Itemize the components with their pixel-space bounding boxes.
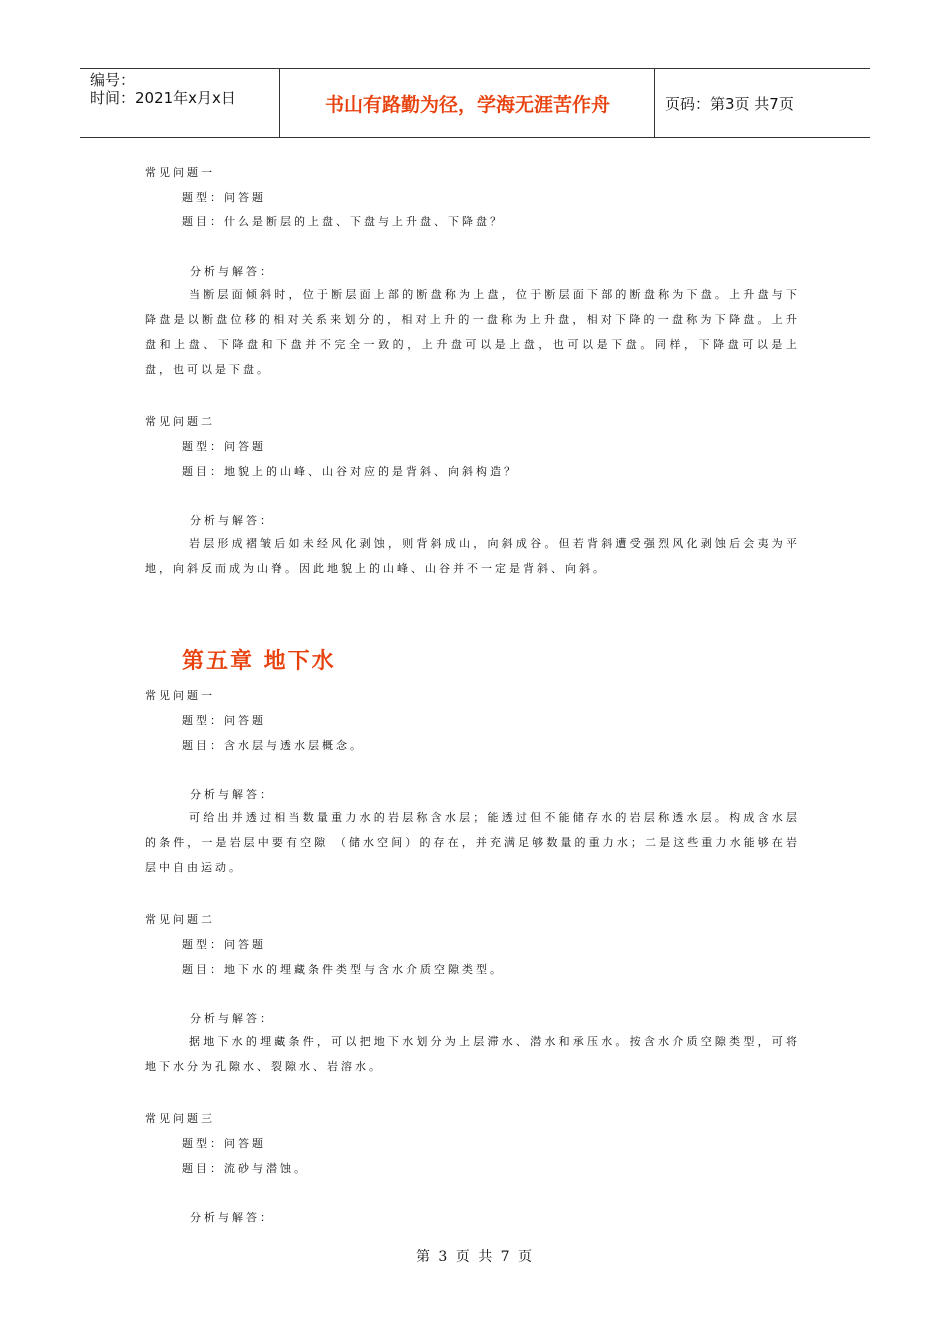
answer-label: 分析与解答： [190,1012,274,1025]
answer-text: 据地下水的埋藏条件，可以把地下水划分为上层滞水、潜水和承压水。按含水介质空隙类型，可将地下水分为孔隙水、裂隙水、岩溶水。 [145,1035,800,1073]
question-text: 题目：流砂与潜蚀。 [182,1162,308,1175]
answer-label: 分析与解答： [190,788,274,801]
question-title: 常见问题三 [145,1112,215,1125]
question-type: 题型：问答题 [182,1137,266,1150]
answer-label: 分析与解答： [190,265,274,278]
serial-label: 编号： [90,71,136,89]
question-text: 题目：地下水的埋藏条件类型与含水介质空隙类型。 [182,963,504,976]
answer-label: 分析与解答： [190,1211,274,1224]
question-text: 题目：含水层与透水层概念。 [182,739,364,752]
answer-text: 岩层形成褶皱后如未经风化剥蚀，则背斜成山，向斜成谷。但若背斜遭受强烈风化剥蚀后会夷为平地，向斜反而成为山脊。因此地貌上的山峰、山谷并不一定是背斜、向斜。 [145,537,800,575]
answer-label: 分析与解答： [190,514,274,527]
header-motto: 书山有路勤为径，学海无涯苦作舟 [281,69,655,137]
question-type: 题型：问答题 [182,191,266,204]
page-header [80,68,870,138]
chapter-title: 第五章 地下水 [182,649,336,674]
question-title: 常见问题一 [145,689,215,702]
question-text: 题目：什么是断层的上盘、下盘与上升盘、下降盘？ [182,215,504,228]
question-title: 常见问题一 [145,166,215,179]
answer-text: 当断层面倾斜时，位于断层面上部的断盘称为上盘，位于断层面下部的断盘称为下盘。上升盘与下降盘是以断盘位移的相对关系来划分的，相对上升的一盘称为上升盘，相对下降的一盘称为下降盘。上升盘和上盘、下降盘和下盘并不完全一致的，上升盘可以是上盘，也可以是下盘。同样，下降盘可以是上盘，也可以是下盘。 [145,288,800,376]
question-type: 题型：问答题 [182,938,266,951]
answer-text: 可给出并透过相当数量重力水的岩层称含水层；能透过但不能储存水的岩层称透水层。构成含水层的条件，一是岩层中要有空隙 （储水空间）的存在，并充满足够数量的重力水；二是这些重力水能够在岩层中自由运动。 [145,811,800,874]
page-footer: 第 3 页 共 7 页 [415,1249,535,1265]
question-title: 常见问题二 [145,913,215,926]
question-text: 题目：地貌上的山峰、山谷对应的是背斜、向斜构造？ [182,465,518,478]
header-meta-cell [80,69,280,137]
question-title: 常见问题二 [145,415,215,428]
question-type: 题型：问答题 [182,714,266,727]
header-page-info: 页码：第3页 共7页 [665,94,794,113]
question-type: 题型：问答题 [182,440,266,453]
time-label: 时间：2021年x月x日 [90,89,236,107]
